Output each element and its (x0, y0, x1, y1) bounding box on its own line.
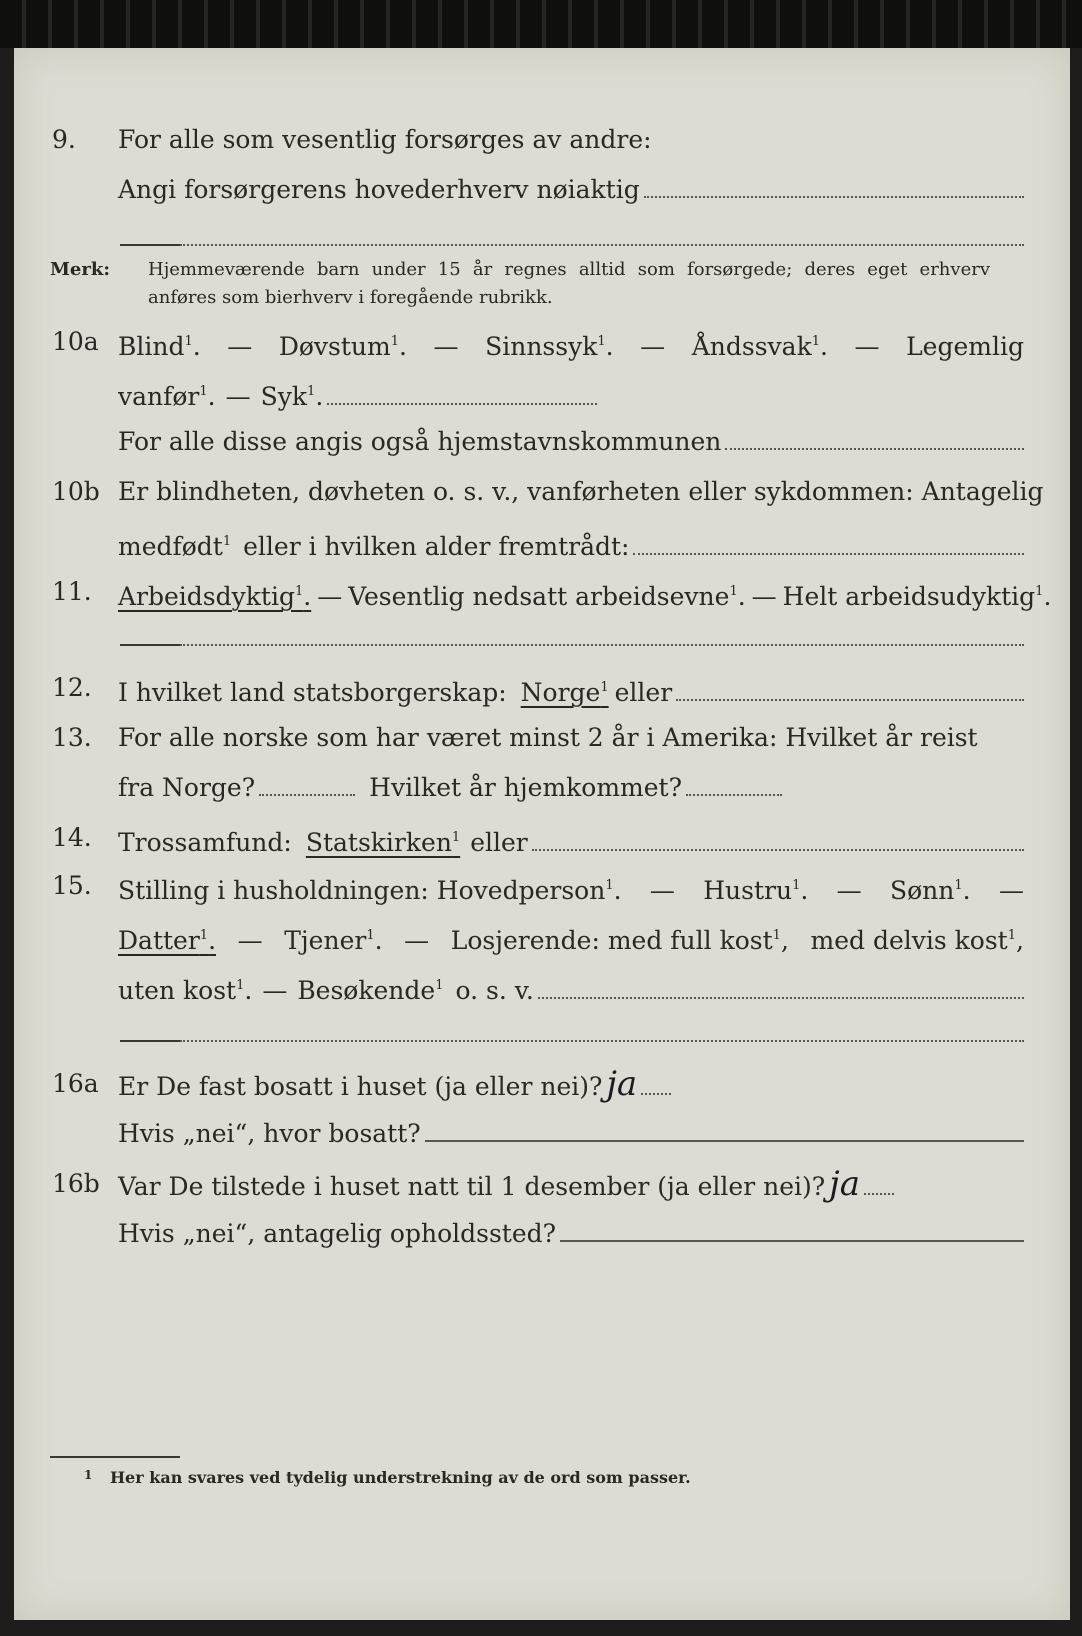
q12-row (14, 668, 1070, 708)
option-sonn[interactable]: Sønn (890, 876, 955, 905)
footnote-mark: 1 (184, 334, 193, 349)
option-sinnssyk[interactable]: Sinnssyk (485, 332, 598, 361)
footnote-mark: 1 (811, 334, 820, 349)
option-legemlig[interactable]: Legemlig (906, 332, 1024, 361)
q16a-handwritten-answer[interactable]: ja (606, 1064, 638, 1104)
q14-row (14, 818, 1070, 858)
footnote-text: Her kan svares ved tydelig understrekning av de ord som passer. (109, 1468, 691, 1487)
option-arbeidsudyktig[interactable]: Helt arbeidsudyktig (782, 582, 1036, 611)
footnote-mark: 1 (605, 878, 614, 893)
q12-number: 12. (52, 673, 92, 702)
q15-extra-line[interactable] (180, 1040, 1024, 1042)
q16b-answer-line[interactable] (864, 1167, 894, 1195)
footnote-mark: 1 (199, 384, 208, 399)
q16b-handwritten-answer[interactable]: ja (829, 1164, 860, 1204)
option-blind[interactable]: Blind (118, 332, 185, 361)
hjemstavnskommune-field[interactable] (725, 422, 1024, 450)
q13-text-1: For alle norske som har været minst 2 år i Amerika: Hvilket år reist (118, 723, 978, 752)
option-hustru[interactable]: Hustru (703, 876, 793, 905)
footnote-mark: 1 (294, 584, 304, 599)
alder-field[interactable] (633, 527, 1024, 555)
q16b-number: 16b (52, 1169, 100, 1198)
q16a-number: 16a (52, 1069, 99, 1098)
q16a-row-2 (14, 1114, 1070, 1154)
option-vanfor[interactable]: vanfør (118, 382, 200, 411)
hjemkommet-year-field[interactable] (686, 768, 782, 796)
footnote-mark: 1 (451, 830, 461, 845)
q11-extra-line[interactable] (180, 644, 1024, 646)
q13-number: 13. (52, 723, 92, 752)
footnote-mark: 1 (954, 878, 963, 893)
q10b-row-2 (14, 522, 1070, 562)
option-medfodt[interactable]: medfødt (118, 532, 223, 561)
option-hovedperson[interactable]: Stilling i husholdningen: Hovedperson (118, 876, 606, 905)
q15-row-2: Datter$^1$. — Tjener$^1$. — Losjerende: med full kost$^1$, med delvis kost$^1$, (118, 926, 1024, 955)
q14-text: Trossamfund: (118, 828, 292, 857)
q15-row-1: 15. Stilling i husholdningen: Hovedperson$^1$. — Hustru$^1$. — Sønn$^1$. — (14, 866, 1070, 906)
footnote-mark: 1 (792, 878, 801, 893)
form-sheet (14, 48, 1070, 1620)
q9-text-1: For alle som vesentlig forsørges av andre: (118, 125, 652, 154)
bosatt-field[interactable] (425, 1114, 1024, 1142)
scan-top-edge (0, 0, 1082, 48)
q9-text-2: Angi forsørgerens hovederhverv nøiaktig (118, 175, 640, 204)
q11-number: 11. (52, 577, 92, 606)
q10a-row-3 (14, 422, 1070, 462)
q13-row-1 (14, 718, 1070, 758)
option-delvis-kost[interactable]: med delvis kost (810, 926, 1008, 955)
q11-row: 11. Arbeidsdyktig$^1$. — Vesentlig nedsatt arbeidsevne$^1$. — Helt arbeidsudyktig$^1$. (14, 572, 1070, 612)
reist-year-field[interactable] (259, 768, 355, 796)
q15-number: 15. (52, 871, 92, 900)
q9-rule-start (120, 244, 180, 246)
footnote-mark: 1 (390, 334, 400, 349)
footnote-mark: 1 (366, 928, 375, 943)
footnote-mark: 1 (307, 384, 316, 399)
merk-text: Hjemmeværende barn under 15 år regnes alltid som forsørgede; deres eget erhverv anføres som bierhverv i foregående rubrikk. (148, 259, 990, 308)
q15-row-3: uten kost$^1$. — Besøkende$^1$ o. s. v. (14, 966, 1070, 1006)
option-nedsatt-arbeidsevne[interactable]: Vesentlig nedsatt arbeidsevne (348, 582, 730, 611)
q14-number: 14. (52, 823, 92, 852)
footnote-mark: 1 (1035, 584, 1044, 599)
option-uten-kost[interactable]: uten kost (118, 976, 237, 1005)
footnote-mark: 1 (1007, 928, 1016, 943)
q16a-text-2: Hvis „nei“, hvor bosatt? (118, 1119, 421, 1148)
q16b-row-1 (14, 1164, 1070, 1204)
q14-eller: eller (470, 828, 528, 857)
option-datter[interactable]: Datter (118, 926, 200, 955)
option-andssvak[interactable]: Åndssvak (691, 332, 812, 361)
q16a-text-1: Er De fast bosatt i huset (ja eller nei)? (118, 1072, 603, 1101)
q10a-row-2: vanfør$^1$. — Syk$^1$. (14, 372, 1070, 412)
footnote-mark-label: 1 (84, 1468, 93, 1482)
q10a-row-1: 10a Blind$^1$. — Døvstum$^1$. — Sinnssyk$^1$. — Åndssvak$^1$. — Legemlig (14, 322, 1070, 362)
q16a-row-1 (14, 1064, 1070, 1104)
q9-row-2 (14, 170, 1070, 210)
footnote-mark: 1 (597, 334, 606, 349)
footnote-mark: 1 (199, 928, 209, 943)
option-losjerende-full-kost[interactable]: Losjerende: med full kost (450, 926, 773, 955)
q10a-number: 10a (52, 327, 99, 356)
option-syk[interactable]: Syk (260, 382, 308, 411)
trossamfund-field[interactable] (532, 823, 1024, 851)
footnote-mark: 1 (435, 978, 444, 993)
q15-rule-start (120, 1040, 180, 1042)
footnote-mark: 1 (222, 534, 232, 549)
footnote-mark: 1 (236, 978, 245, 993)
q9-row-1 (14, 120, 1070, 160)
q10a-text-3: For alle disse angis også hjemstavnskommunen (118, 427, 722, 456)
option-besokende[interactable]: Besøkende (297, 976, 436, 1005)
q13-reist-label: fra Norge? (118, 773, 256, 802)
option-tjener[interactable]: Tjener (284, 926, 367, 955)
merk-label: Merk: (50, 259, 110, 280)
q13-hjemkommet-label: Hvilket år hjemkommet? (369, 773, 683, 802)
q10b-text-2: eller i hvilken alder fremtrådt: (243, 532, 630, 561)
footnote-rule (50, 1456, 180, 1458)
statsborgerskap-field[interactable] (676, 673, 1024, 701)
footnote-mark: 1 (772, 928, 781, 943)
q11-rule-start (120, 644, 180, 646)
q16a-answer-line[interactable] (641, 1067, 671, 1095)
q9-answer-line-2[interactable] (180, 244, 1024, 246)
option-statskirken[interactable]: Statskirken (305, 828, 452, 857)
option-dovstum[interactable]: Døvstum (278, 332, 391, 361)
q9-number: 9. (52, 125, 76, 154)
q10b-number: 10b (52, 477, 100, 506)
q15-osv: o. s. v. (455, 976, 534, 1005)
q10a-syk-field[interactable] (327, 377, 597, 405)
q16b-text-1: Var De tilstede i huset natt til 1 desember (ja eller nei)? (118, 1172, 826, 1201)
stilling-field[interactable] (538, 971, 1024, 999)
q16b-text-2: Hvis „nei“, antagelig opholdssted? (118, 1219, 557, 1248)
q10b-row-1 (14, 472, 1070, 512)
q13-row-2 (14, 768, 1070, 808)
footnote-mark: 1 (600, 680, 609, 695)
q9-answer-field[interactable] (644, 170, 1024, 198)
footnote-mark: 1 (729, 584, 738, 599)
footnote (84, 1468, 691, 1487)
q10b-text-1: Er blindheten, døvheten o. s. v., vanførheten eller sykdommen: Antagelig (118, 477, 1044, 506)
q12-text: I hvilket land statsborgerskap: (118, 678, 507, 707)
q12-eller: eller (614, 678, 673, 707)
q16b-row-2 (14, 1214, 1070, 1254)
opholdssted-field[interactable] (560, 1214, 1024, 1242)
option-arbeidsdyktig[interactable]: Arbeidsdyktig (118, 582, 295, 611)
option-norge[interactable]: Norge (520, 678, 601, 707)
